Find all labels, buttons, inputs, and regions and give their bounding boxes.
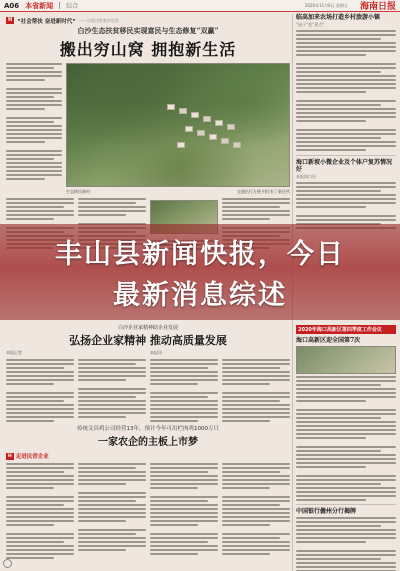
lower-subhead: 传统文昌鸡公司经营13年，预计今年可出栏肉鸡1000万只 (77, 426, 219, 432)
lead-kicker (6, 16, 290, 25)
right-article (296, 14, 396, 151)
lower-kicker: 白沙企业家精神助企业发展 (117, 325, 178, 331)
article-column (78, 463, 146, 559)
right-headline[interactable]: 海口新坡小微企业及个体户复苏情况好 (296, 159, 393, 173)
bylines (6, 350, 290, 356)
masthead (0, 0, 400, 12)
photo-caption: 交通出行方便 村民有了新住所 (236, 189, 290, 194)
tag-badge: H (8, 453, 12, 459)
right-headline[interactable]: 临高加来农场打造乡村旅游小镇 (296, 14, 381, 21)
article-column (150, 359, 218, 422)
kicker-sub: ——决战决胜脱贫攻坚 (78, 17, 119, 23)
lead-photo[interactable] (66, 63, 290, 187)
banner-title: 最新消息综述 (113, 280, 287, 311)
divider (296, 504, 396, 505)
article-column (6, 463, 74, 559)
body-columns (6, 359, 290, 422)
banner-title: 丰山县新闻快报，今日 (55, 239, 345, 270)
section-sub: 综合 (66, 3, 79, 10)
lower-headline[interactable]: 弘扬企业家精神 推动高质量发展 (69, 334, 227, 347)
lead-subhead: 白沙生态扶贫移民实现富民与生态修复“双赢” (77, 26, 219, 35)
kicker-badge: H (8, 17, 13, 23)
section-tag (6, 452, 290, 460)
kicker-text: “社会帮扶 奋进新时代” (17, 18, 76, 25)
article-column (150, 463, 218, 559)
right-article (296, 159, 396, 229)
right-headline[interactable]: 中国银行儋州分行揭牌 (296, 508, 357, 515)
lower-section (6, 324, 290, 559)
tag-text[interactable]: 走进民营企业 (15, 454, 49, 460)
section-strip: 2020年海口高新区第四季度工作会议 (296, 325, 396, 334)
divider (296, 155, 396, 156)
photo-caption: 生态移民新村 (66, 189, 90, 194)
section-code: A06 (4, 1, 20, 10)
headline-banner[interactable] (0, 224, 400, 320)
photo-captions (6, 189, 290, 195)
issue-date: 2020年11月6日 星期五 (304, 2, 348, 8)
body-columns (6, 463, 290, 559)
byline: 本报讯 (150, 350, 162, 355)
byline: 本报记者 (6, 350, 22, 355)
article-column (222, 359, 290, 422)
section-name: 本省新闻 (25, 1, 54, 10)
main-column (6, 14, 290, 250)
divider (59, 2, 60, 9)
article-column (222, 463, 290, 559)
lead-headline[interactable]: 搬出穷山窝 拥抱新生活 (59, 40, 237, 59)
right-subhead: 本报海口讯 (296, 174, 316, 179)
article-column (6, 359, 74, 422)
article-column (78, 359, 146, 422)
lead-block (6, 63, 290, 187)
right-headline[interactable]: 海口高新区迎全国第7次 (296, 337, 361, 344)
right-column-lower (296, 322, 396, 571)
lead-text-column (6, 63, 62, 180)
right-column (296, 14, 396, 233)
lower-headline[interactable]: 一家农企的主板上市梦 (98, 437, 198, 448)
page-corner-icon (3, 559, 12, 568)
right-subhead: “园子”变“景点” (296, 22, 325, 27)
right-photo[interactable] (296, 346, 396, 374)
newspaper-brand: 海南日报 (359, 2, 396, 12)
